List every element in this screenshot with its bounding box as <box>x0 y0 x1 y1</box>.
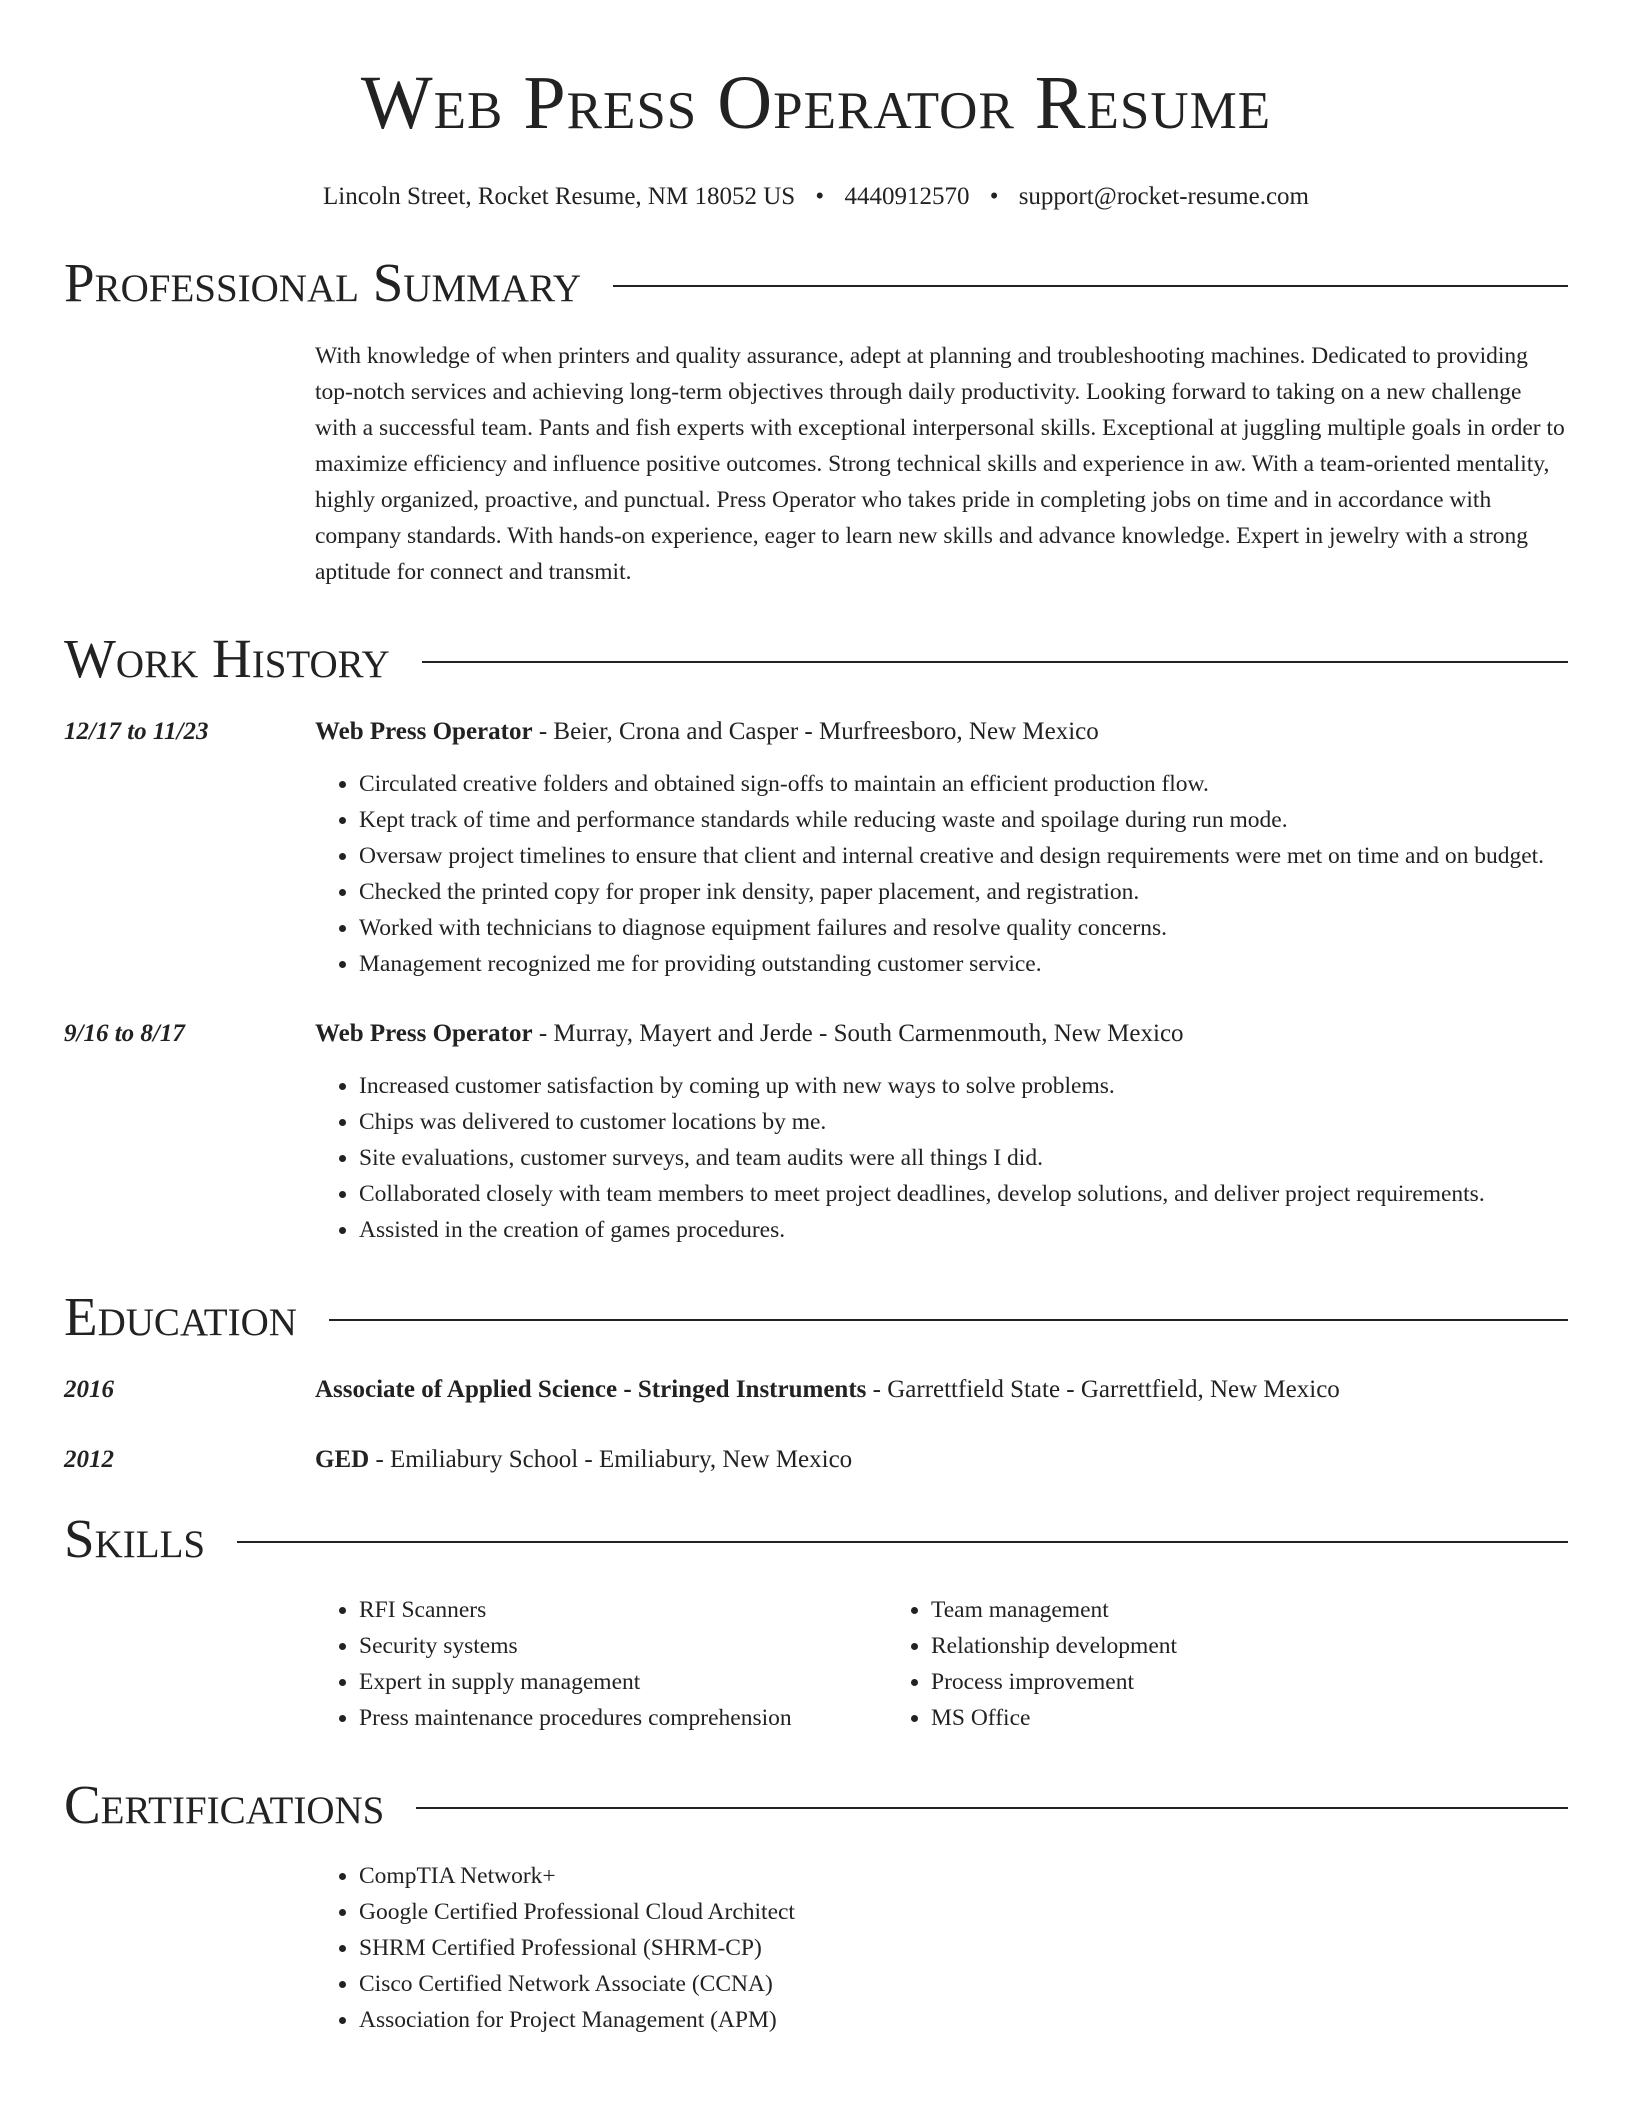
work-heading: Work History <box>64 628 390 689</box>
contact-separator: • <box>989 183 999 210</box>
list-item: • Cisco Certified Network Associate (CCNA) <box>359 1966 1568 2002</box>
list-item: • Association for Project Management (APM) <box>359 2002 1568 2038</box>
job-title: Web Press Operator <box>315 718 533 745</box>
job-entry <box>64 1016 1568 1248</box>
job-entry <box>64 714 1568 982</box>
work-section-header <box>64 624 1568 694</box>
list-item: • Management recognized me for providing outstanding customer service. <box>359 946 1568 982</box>
work-list <box>64 714 1568 1248</box>
list-item: • Assisted in the creation of games procedures. <box>359 1212 1568 1248</box>
certifications-section-header <box>64 1770 1568 1840</box>
education-degree: GED <box>315 1446 370 1473</box>
education-headline <box>315 1372 1568 1408</box>
skills-heading: Skills <box>64 1508 206 1569</box>
list-item: • Oversaw project timelines to ensure that client and internal creative and design requirements were met on time and on budget. <box>359 838 1568 874</box>
education-heading: Education <box>64 1286 297 1347</box>
summary-section-header <box>64 248 1568 318</box>
list-item: • Relationship development <box>931 1628 1177 1664</box>
list-item: • Team management <box>931 1592 1177 1628</box>
list-item: • Expert in supply management <box>359 1664 887 1700</box>
job-bullets <box>315 766 1568 982</box>
certifications-list <box>315 1858 1568 2038</box>
skills-column-left <box>315 1592 887 1736</box>
education-entry <box>64 1442 1568 1478</box>
contact-address: Lincoln Street, Rocket Resume, NM 18052 US <box>323 183 796 210</box>
list-item: • Kept track of time and performance standards while reducing waste and spoilage during run mode. <box>359 802 1568 838</box>
list-item: • Chips was delivered to customer locations by me. <box>359 1104 1568 1140</box>
summary-text: With knowledge of when printers and quality assurance, adept at planning and troubleshooting machines. Dedicated to providing top-notch services and achieving long-term objectives through daily productivity. Looking forward to taking on a new challenge with a successful team. Pants and fish experts with exceptional interpersonal skills. Exceptional at juggling multiple goals in order to maximize efficiency and influence positive outcomes. Strong technical skills and experience in aw. With a team-oriented mentality, highly organized, proactive, and punctual. Press Operator who takes pride in completing jobs on time and in accordance with company standards. With hands-on experience, eager to learn new skills and advance knowledge. Expert in jewelry with a strong aptitude for connect and transmit. <box>315 343 1565 585</box>
list-item: • Security systems <box>359 1628 887 1664</box>
list-item: • Collaborated closely with team members to meet project deadlines, develop solutions, and deliver project requirements. <box>359 1176 1568 1212</box>
job-title: Web Press Operator <box>315 1020 533 1047</box>
education-section-header <box>64 1282 1568 1352</box>
list-item: • SHRM Certified Professional (SHRM-CP) <box>359 1930 1568 1966</box>
section-divider <box>416 1807 1568 1809</box>
list-item: • Google Certified Professional Cloud Architect <box>359 1894 1568 1930</box>
contact-phone: 4440912570 <box>844 183 970 210</box>
contact-line <box>64 180 1568 214</box>
skills-list <box>315 1592 1568 1736</box>
section-divider <box>613 285 1568 287</box>
education-entry <box>64 1372 1568 1408</box>
certifications-heading: Certifications <box>64 1774 385 1835</box>
section-divider <box>237 1541 1568 1543</box>
education-year: 2012 <box>64 1446 114 1473</box>
list-item: • Process improvement <box>931 1664 1177 1700</box>
job-dates: 12/17 to 11/23 <box>64 718 209 745</box>
education-degree: Associate of Applied Science - Stringed Instruments <box>315 1376 867 1403</box>
education-list <box>64 1372 1568 1478</box>
job-bullets <box>315 1068 1568 1248</box>
contact-email: support@rocket-resume.com <box>1018 183 1309 210</box>
job-details: - Beier, Crona and Casper - Murfreesboro, New Mexico <box>532 718 1099 745</box>
summary-heading: Professional Summary <box>64 252 582 313</box>
list-item: • CompTIA Network+ <box>359 1858 1568 1894</box>
list-item: • Circulated creative folders and obtained sign-offs to maintain an efficient production flow. <box>359 766 1568 802</box>
job-headline <box>315 714 1568 750</box>
education-year: 2016 <box>64 1376 114 1403</box>
list-item: • Worked with technicians to diagnose equipment failures and resolve quality concerns. <box>359 910 1568 946</box>
job-body <box>315 714 1568 982</box>
list-item: • Press maintenance procedures comprehension <box>359 1700 887 1736</box>
job-body <box>315 1016 1568 1248</box>
skills-column-right <box>887 1592 1177 1736</box>
education-details: - Emiliabury School - Emiliabury, New Mexico <box>369 1446 853 1473</box>
job-details: - Murray, Mayert and Jerde - South Carmenmouth, New Mexico <box>532 1020 1184 1047</box>
education-body <box>315 1372 1568 1408</box>
list-item: • MS Office <box>931 1700 1177 1736</box>
resume-title: Web Press Operator Resume <box>360 61 1272 145</box>
list-item: • Site evaluations, customer surveys, and team audits were all things I did. <box>359 1140 1568 1176</box>
job-headline <box>315 1016 1568 1052</box>
job-dates: 9/16 to 8/17 <box>64 1020 185 1047</box>
skills-section-header <box>64 1504 1568 1574</box>
list-item: • RFI Scanners <box>359 1592 887 1628</box>
section-divider <box>329 1319 1568 1321</box>
education-body <box>315 1442 1568 1478</box>
education-details: - Garrettfield State - Garrettfield, New Mexico <box>866 1376 1340 1403</box>
education-headline <box>315 1442 1568 1478</box>
list-item: • Checked the printed copy for proper ink density, paper placement, and registration. <box>359 874 1568 910</box>
section-divider <box>422 661 1568 663</box>
contact-separator: • <box>815 183 825 210</box>
list-item: • Increased customer satisfaction by coming up with new ways to solve problems. <box>359 1068 1568 1104</box>
